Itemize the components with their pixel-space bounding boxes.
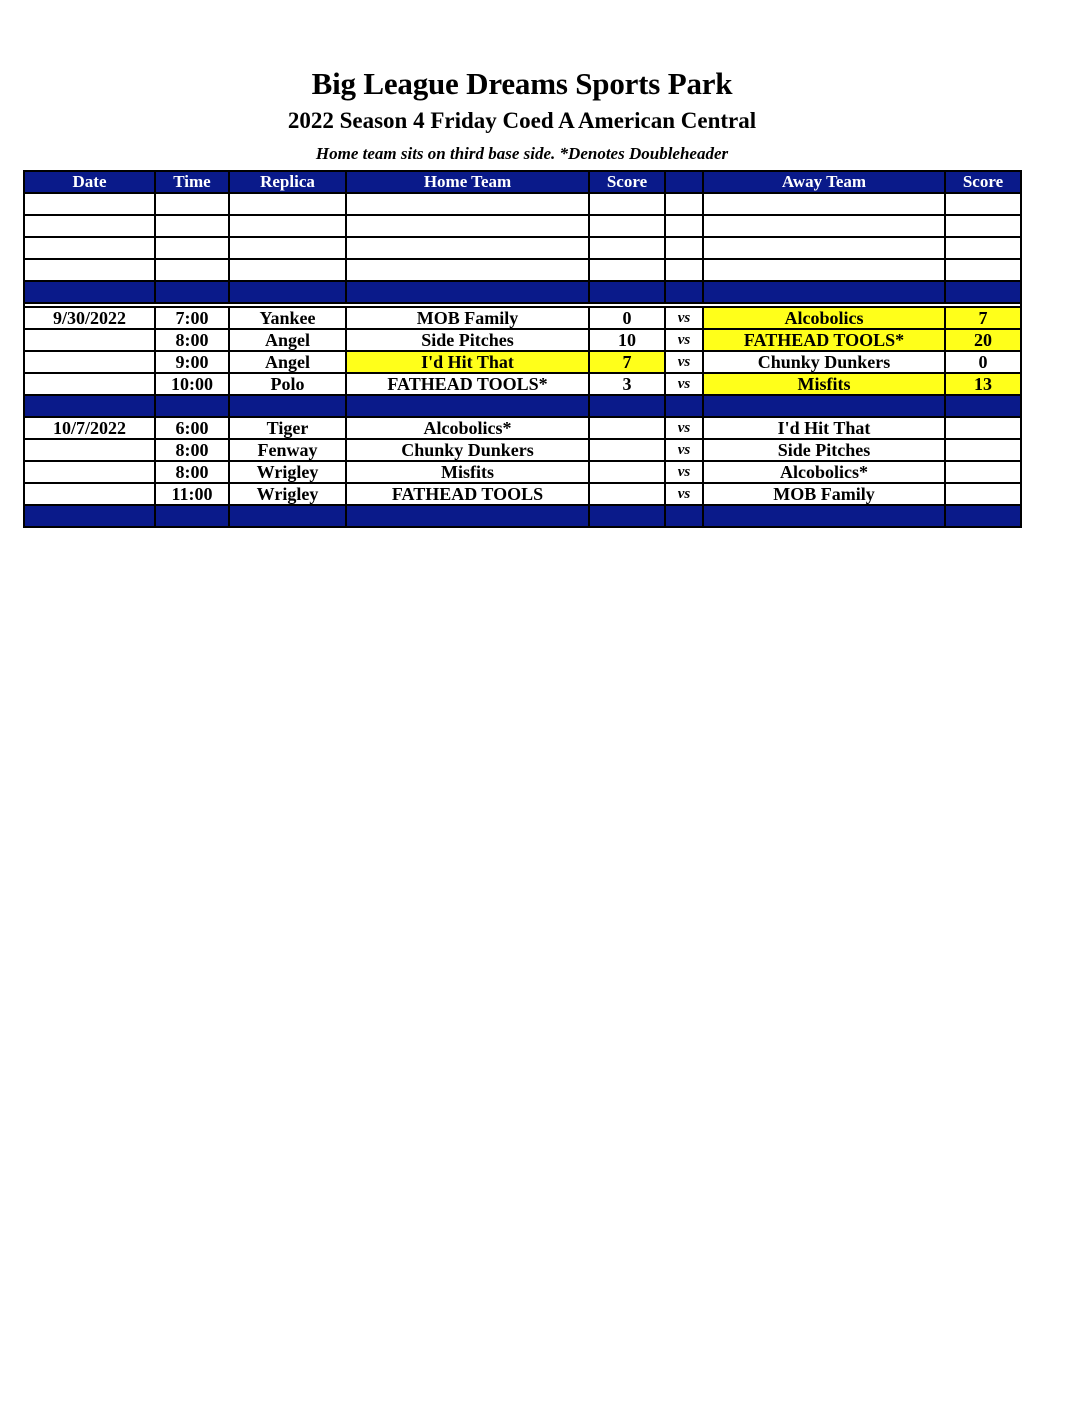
home-team: Misfits <box>346 461 589 483</box>
separator-band <box>24 395 1021 417</box>
table-header-row <box>24 171 1021 193</box>
vs-label: vs <box>665 483 703 505</box>
game-replica: Tiger <box>229 417 346 439</box>
vs-label: vs <box>665 417 703 439</box>
game-time: 9:00 <box>155 351 229 373</box>
table-row <box>24 439 1021 461</box>
empty-row <box>24 237 1021 259</box>
game-date: 9/30/2022 <box>24 307 155 329</box>
away-score: 7 <box>945 307 1021 329</box>
home-team: Side Pitches <box>346 329 589 351</box>
page-title: Big League Dreams Sports Park <box>311 66 733 101</box>
home-team: MOB Family <box>346 307 589 329</box>
game-date <box>24 483 155 505</box>
table-row <box>24 329 1021 351</box>
empty-row <box>24 193 1021 215</box>
table-row <box>24 483 1021 505</box>
game-date <box>24 461 155 483</box>
table-row <box>24 461 1021 483</box>
home-score <box>589 483 665 505</box>
away-team: FATHEAD TOOLS* <box>703 329 945 351</box>
separator-band <box>24 281 1021 303</box>
away-score <box>945 439 1021 461</box>
away-score <box>945 461 1021 483</box>
vs-label: vs <box>665 351 703 373</box>
game-replica: Angel <box>229 351 346 373</box>
game-replica: Fenway <box>229 439 346 461</box>
separator-band <box>24 505 1021 527</box>
col-header-time: Time <box>155 171 229 193</box>
vs-label: vs <box>665 329 703 351</box>
home-score: 0 <box>589 307 665 329</box>
game-replica: Wrigley <box>229 483 346 505</box>
home-team: FATHEAD TOOLS <box>346 483 589 505</box>
away-score <box>945 417 1021 439</box>
game-time: 11:00 <box>155 483 229 505</box>
vs-label: vs <box>665 373 703 395</box>
empty-row <box>24 215 1021 237</box>
game-date <box>24 329 155 351</box>
away-team: Alcobolics <box>703 307 945 329</box>
game-time: 8:00 <box>155 439 229 461</box>
col-header-date: Date <box>24 171 155 193</box>
game-replica: Yankee <box>229 307 346 329</box>
home-score <box>589 439 665 461</box>
away-score: 20 <box>945 329 1021 351</box>
away-team: Alcobolics* <box>703 461 945 483</box>
away-score: 0 <box>945 351 1021 373</box>
game-replica: Angel <box>229 329 346 351</box>
col-header-home-score: Score <box>589 171 665 193</box>
game-replica: Wrigley <box>229 461 346 483</box>
game-time: 10:00 <box>155 373 229 395</box>
home-score: 3 <box>589 373 665 395</box>
game-time: 6:00 <box>155 417 229 439</box>
vs-label: vs <box>665 439 703 461</box>
away-score: 13 <box>945 373 1021 395</box>
away-team: MOB Family <box>703 483 945 505</box>
away-team: Side Pitches <box>703 439 945 461</box>
home-score <box>589 461 665 483</box>
col-header-away-score: Score <box>945 171 1021 193</box>
vs-label: vs <box>665 461 703 483</box>
table-row <box>24 373 1021 395</box>
game-date: 10/7/2022 <box>24 417 155 439</box>
game-date <box>24 351 155 373</box>
home-team: FATHEAD TOOLS* <box>346 373 589 395</box>
game-date <box>24 373 155 395</box>
table-row <box>24 307 1021 329</box>
col-header-away-team: Away Team <box>703 171 945 193</box>
col-header-replica: Replica <box>229 171 346 193</box>
away-team: Misfits <box>703 373 945 395</box>
away-team: I'd Hit That <box>703 417 945 439</box>
col-header-home-team: Home Team <box>346 171 589 193</box>
home-team: Alcobolics* <box>346 417 589 439</box>
game-date <box>24 439 155 461</box>
game-time: 8:00 <box>155 329 229 351</box>
doubleheader-note: Home team sits on third base side. *Denotes Doubleheader <box>315 144 729 163</box>
home-team: Chunky Dunkers <box>346 439 589 461</box>
table-row <box>24 351 1021 373</box>
home-score <box>589 417 665 439</box>
home-team: I'd Hit That <box>346 351 589 373</box>
game-time: 8:00 <box>155 461 229 483</box>
col-header-vs <box>665 171 703 193</box>
game-replica: Polo <box>229 373 346 395</box>
home-score: 7 <box>589 351 665 373</box>
schedule-table <box>23 170 1022 528</box>
table-row <box>24 417 1021 439</box>
empty-row <box>24 259 1021 281</box>
away-team: Chunky Dunkers <box>703 351 945 373</box>
page-subtitle: 2022 Season 4 Friday Coed A American Central <box>287 108 757 133</box>
away-score <box>945 483 1021 505</box>
vs-label: vs <box>665 307 703 329</box>
game-time: 7:00 <box>155 307 229 329</box>
home-score: 10 <box>589 329 665 351</box>
